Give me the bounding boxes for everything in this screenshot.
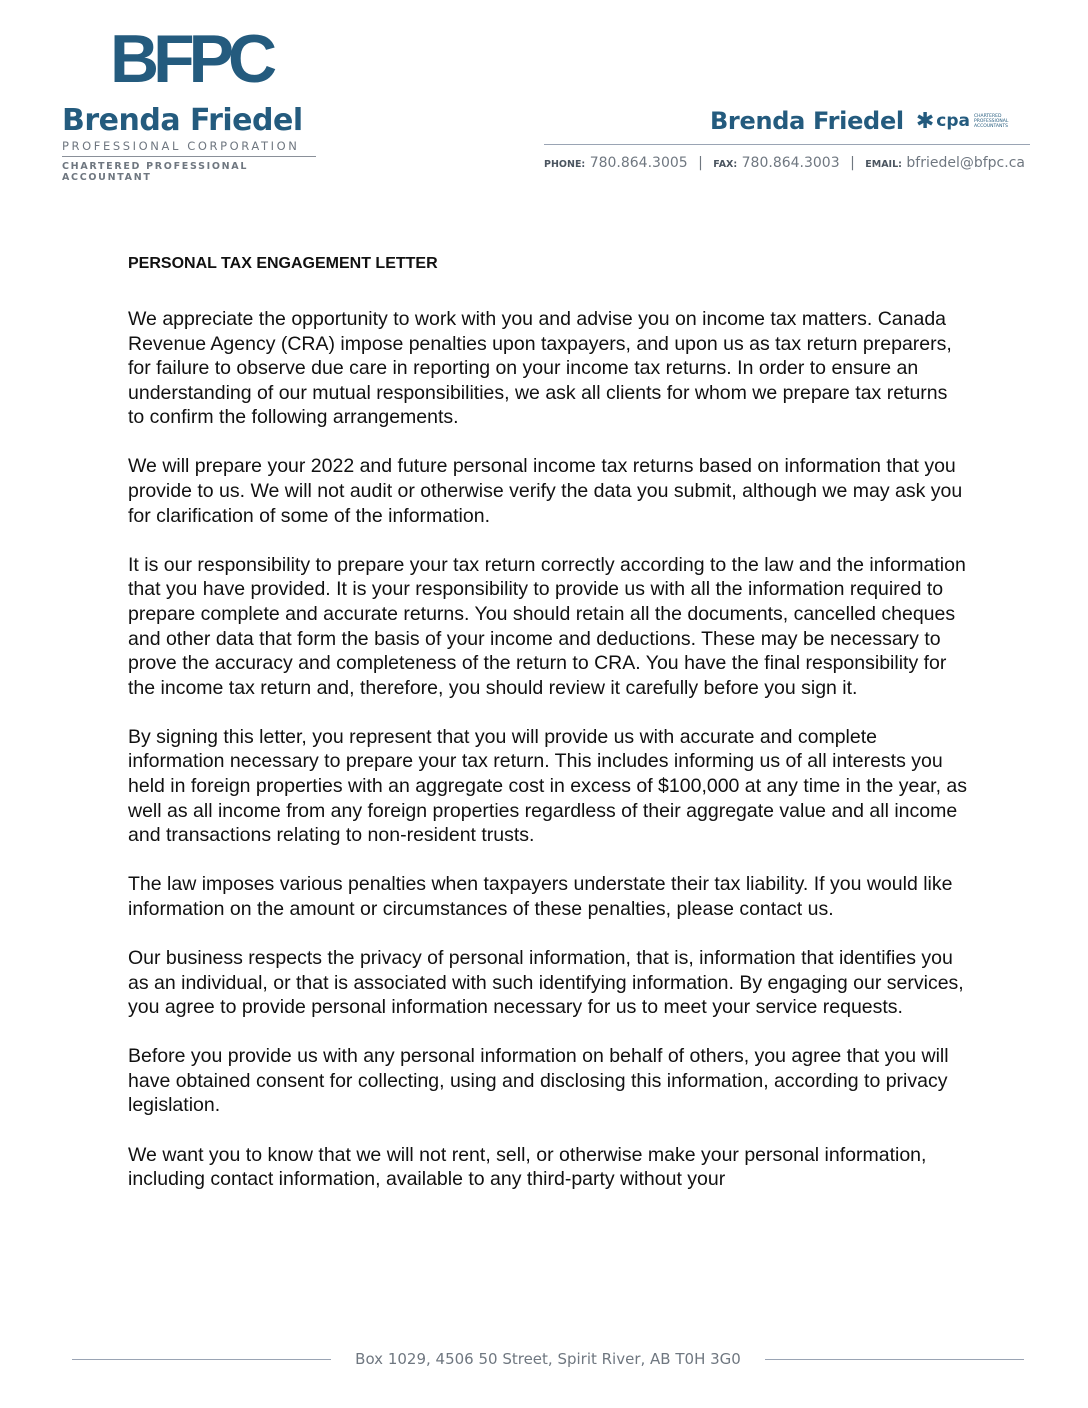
paragraph: It is our responsibility to prepare your tax return correctly according to the law and the information that you have provided. It is your responsibility to provide us with all the information required to prepare complete and accurate returns. You should retain all the documents, cancelled cheques and other data that form the basis of your income and deductions. These may be necessary to prove the accuracy and completeness of the return to CRA. You have the final responsibility for the income tax return and, therefore, you should review it carefully before you sign it. [128,553,966,699]
contact-separator: | [698,155,703,171]
logo-designation: CHARTERED PROFESSIONAL ACCOUNTANT [62,161,249,183]
logo-monogram: BFPC [110,21,272,97]
logo-corporation: PROFESSIONAL CORPORATION [62,139,316,157]
letter-body [128,255,968,1216]
letterhead-contact [544,100,1030,171]
footer-rule-left [72,1359,331,1360]
email-address[interactable]: bfriedel@bfpc.ca [906,155,1025,171]
page-footer [72,1350,1024,1368]
document-title: PERSONAL TAX ENGAGEMENT LETTER [128,255,438,272]
footer-address: Box 1029, 4506 50 Street, Spirit River, AB T0H 3G0 [355,1350,741,1368]
email-label: EMAIL: [865,159,902,170]
phone-number: 780.864.3005 [589,155,688,171]
paragraph: We appreciate the opportunity to work with you and advise you on income tax matters. Canada Revenue Agency (CRA) impose penalties upon taxpayers, and upon us as tax return preparers, for failure to observe due care in reporting on your income tax returns. In order to ensure an understanding of our mutual responsibilities, we ask all clients for whom we prepare tax returns to confirm the following arrangements. [128,308,952,429]
contact-separator: | [850,155,855,171]
cpa-subtitle: CHARTERED PROFESSIONAL ACCOUNTANTS [974,113,1009,129]
paragraph: The law imposes various penalties when taxpayers understate their tax liability. If you would like information on the amount or circumstances of these penalties, please contact us. [128,873,953,920]
phone-label: PHONE: [544,159,586,170]
contact-line [544,155,1030,171]
maple-leaf-icon: ✱ [915,108,935,133]
paragraph: Before you provide us with any personal information on behalf of others, you agree that you will have obtained consent for collecting, using and disclosing this information, according to privacy legislation. [128,1045,949,1117]
cpa-logo [915,108,1022,133]
letterhead-brand [544,100,1030,142]
footer-rule-right [765,1359,1024,1360]
paragraph: By signing this letter, you represent that you will provide us with accurate and complete information necessary to prepare your tax return. This includes informing us of all interests you held in foreign properties with an aggregate cost in excess of $100,000 at any time in the year, as well as all income from any foreign properties regardless of their aggregate value and all income and transactions relating to non-resident trusts. [128,725,968,847]
company-logo [62,21,322,183]
fax-label: FAX: [713,159,738,170]
logo-name: Brenda Friedel [62,103,303,138]
paragraph: We want you to know that we will not rent, sell, or otherwise make your personal information, including contact information, available to any third-party without your [128,1143,927,1191]
letterhead-name: Brenda Friedel [709,107,904,135]
fax-number: 780.864.3003 [741,155,840,171]
letterhead-divider [544,144,1030,145]
paragraph: We will prepare your 2022 and future personal income tax returns based on information that you provide to us. We will not audit or otherwise verify the data you submit, although we may ask you for clarification of some of the information. [128,455,963,527]
paragraph: Our business respects the privacy of personal information, that is, information that identifies you as an individual, or that is associated with such identifying information. By engaging our services, you agree to provide personal information necessary for us to meet your service requests. [128,946,964,1019]
cpa-mark: cpa [936,111,970,131]
